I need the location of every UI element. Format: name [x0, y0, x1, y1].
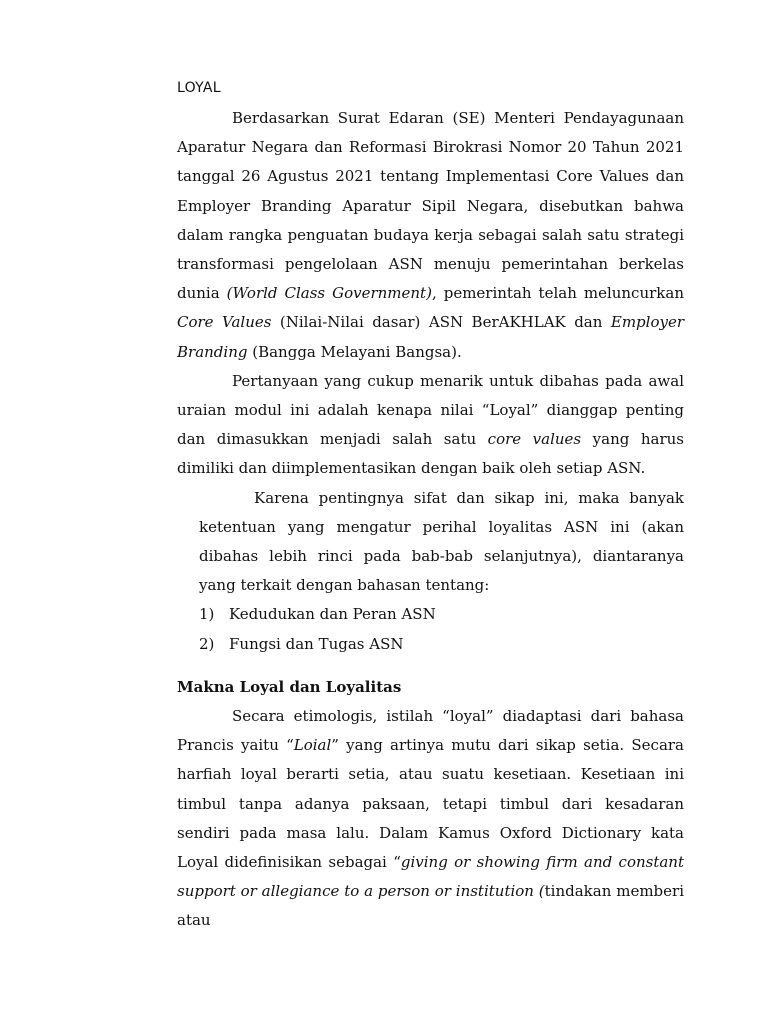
paragraph-etimologis: [177, 702, 684, 936]
italic-run: giving or showing firm and constant support or allegiance to a person or institution (: [177, 853, 684, 901]
paragraph-pertanyaan: [177, 367, 684, 484]
text-run: (Nilai-Nilai dasar) ASN BerAKHLAK dan: [271, 313, 611, 332]
italic-run: Loial: [293, 736, 332, 755]
text-run: Pertanyaan yang cukup menarik untuk dibahas pada awal uraian modul ini adalah kenapa nilai “Loyal” dianggap penting dan dimasukkan menjadi salah satu: [177, 371, 684, 449]
text-run: , pemerintah telah meluncurkan: [431, 284, 684, 303]
doc-title: LOYAL: [177, 80, 221, 96]
list-text: Kedudukan dan Peran ASN: [229, 605, 436, 624]
text-run: Berdasarkan Surat Edaran (SE) Menteri Pendayagunaan Aparatur Negara dan Reformasi Birokrasi Nomor 20 Tahun 2021 tanggal 26 Agustus 2021 tentang Implementasi Core Values dan Employer Branding Aparatur Sipil Negara, disebutkan bahwa dalam rangka penguatan budaya kerja sebagai salah satu strategi transformasi pengelolaan ASN menuju pemerintahan berkelas dunia: [177, 109, 684, 303]
text-run: (Bangga Melayani Bangsa).: [247, 342, 462, 361]
section-heading: Makna Loyal dan Loyalitas: [177, 677, 402, 696]
italic-run: (World Class Government): [226, 284, 432, 303]
paragraph-se-menteri: [177, 104, 684, 367]
paragraph-ketentuan: Karena pentingnya sifat dan sikap ini, maka banyak ketentuan yang mengatur perihal loyalitas ASN ini (akan dibahas lebih rinci pada bab-bab selanjutnya), diantaranya yang terkait dengan bahasan tentang:: [199, 488, 684, 595]
list-number: 1): [199, 605, 215, 624]
italic-run: core values: [487, 430, 582, 449]
text-run: Secara etimologis, istilah “loyal” diadaptasi dari bahasa Prancis yaitu “: [177, 707, 684, 755]
list-item: [199, 600, 684, 629]
text-run: tindakan memberi atau: [177, 882, 684, 930]
text-run: ” yang artinya mutu dari sikap setia. Secara harfiah loyal berarti setia, atau suatu kesetiaan. Kesetiaan ini timbul tanpa adanya paksaan, tetapi timbul dari kesadaran sendiri pada masa lalu. Dalam Kamus Oxford Dictionary kata Loyal didefinisikan sebagai “: [177, 736, 684, 872]
italic-run: Employer Branding: [177, 313, 684, 361]
list-item: [199, 630, 684, 659]
topic-list: [177, 600, 684, 658]
list-number: 2): [199, 634, 215, 653]
italic-run: Core Values: [177, 313, 272, 332]
text-run: yang harus dimiliki dan diimplementasikan dengan baik oleh setiap ASN.: [177, 430, 684, 478]
list-text: Fungsi dan Tugas ASN: [229, 634, 404, 653]
document-body: [177, 104, 684, 936]
